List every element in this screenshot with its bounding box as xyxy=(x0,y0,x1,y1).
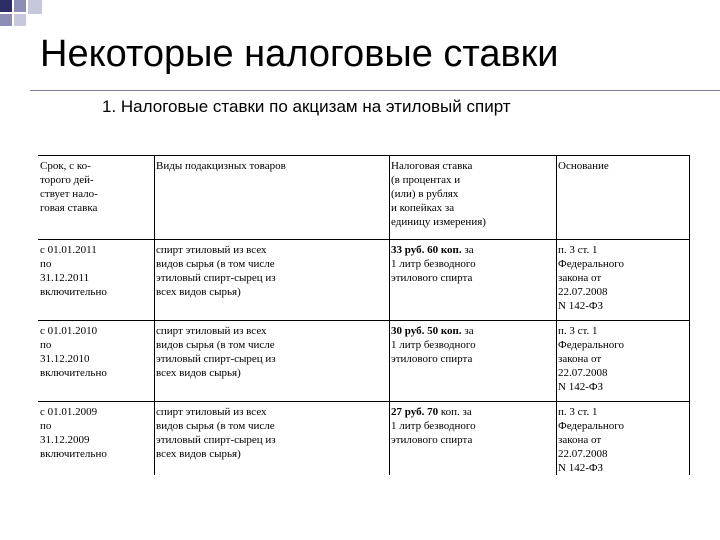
page-title: Некоторые налоговые ставки xyxy=(40,33,559,75)
header-goods: Виды подакцизных товаров xyxy=(154,156,389,240)
rate-unit: за 1 литр безводного этилового спирта xyxy=(391,325,476,365)
rate-amount: 33 руб. 60 коп. xyxy=(391,244,462,256)
cell-rate xyxy=(389,240,556,321)
header-basis: Основание xyxy=(556,156,690,240)
table-row xyxy=(38,321,690,402)
cell-goods: спирт этиловый из всех видов сырья (в том числе этиловый спирт-сырец из всех видов сырья) xyxy=(154,240,389,321)
header-rate: Налоговая ставка (в процентах и (или) в рублях и копейках за единицу измерения) xyxy=(389,156,556,240)
deco-square-2 xyxy=(14,0,26,12)
cell-rate xyxy=(389,321,556,402)
cell-goods: спирт этиловый из всех видов сырья (в том числе этиловый спирт-сырец из всех видов сырья) xyxy=(154,402,389,483)
deco-square-5 xyxy=(14,14,26,26)
cell-period: с 01.01.2010 по 31.12.2010 включительно xyxy=(38,321,154,402)
cell-period: с 01.01.2009 по 31.12.2009 включительно xyxy=(38,402,154,483)
cell-rate xyxy=(389,402,556,483)
cell-basis: п. 3 ст. 1 Федерального закона от 22.07.2008 N 142-ФЗ xyxy=(556,402,690,483)
rate-unit: за 1 литр безводного этилового спирта xyxy=(391,244,476,284)
rate-amount: 27 руб. 70 xyxy=(391,406,439,418)
cell-basis: п. 3 ст. 1 Федерального закона от 22.07.2008 N 142-ФЗ xyxy=(556,240,690,321)
rate-amount: 30 руб. 50 коп. xyxy=(391,325,462,337)
title-divider xyxy=(30,90,720,91)
section-subtitle: 1. Налоговые ставки по акцизам на этиловый спирт xyxy=(102,97,511,116)
cell-basis: п. 3 ст. 1 Федерального закона от 22.07.2008 N 142-ФЗ xyxy=(556,321,690,402)
table-row xyxy=(38,240,690,321)
table-row xyxy=(38,402,690,483)
excise-rates-table xyxy=(38,155,690,482)
rate-unit: коп. за 1 литр безводного этилового спирта xyxy=(391,406,476,446)
deco-square-3 xyxy=(0,14,12,26)
deco-square-1 xyxy=(0,0,12,12)
cell-period: с 01.01.2011 по 31.12.2011 включительно xyxy=(38,240,154,321)
table-header-row xyxy=(38,156,690,240)
cell-goods: спирт этиловый из всех видов сырья (в том числе этиловый спирт-сырец из всех видов сырья) xyxy=(154,321,389,402)
header-period: Срок, с ко- торого дей- ствует нало- говая ставка xyxy=(38,156,154,240)
corner-decoration xyxy=(0,0,60,30)
deco-square-4 xyxy=(28,0,42,14)
